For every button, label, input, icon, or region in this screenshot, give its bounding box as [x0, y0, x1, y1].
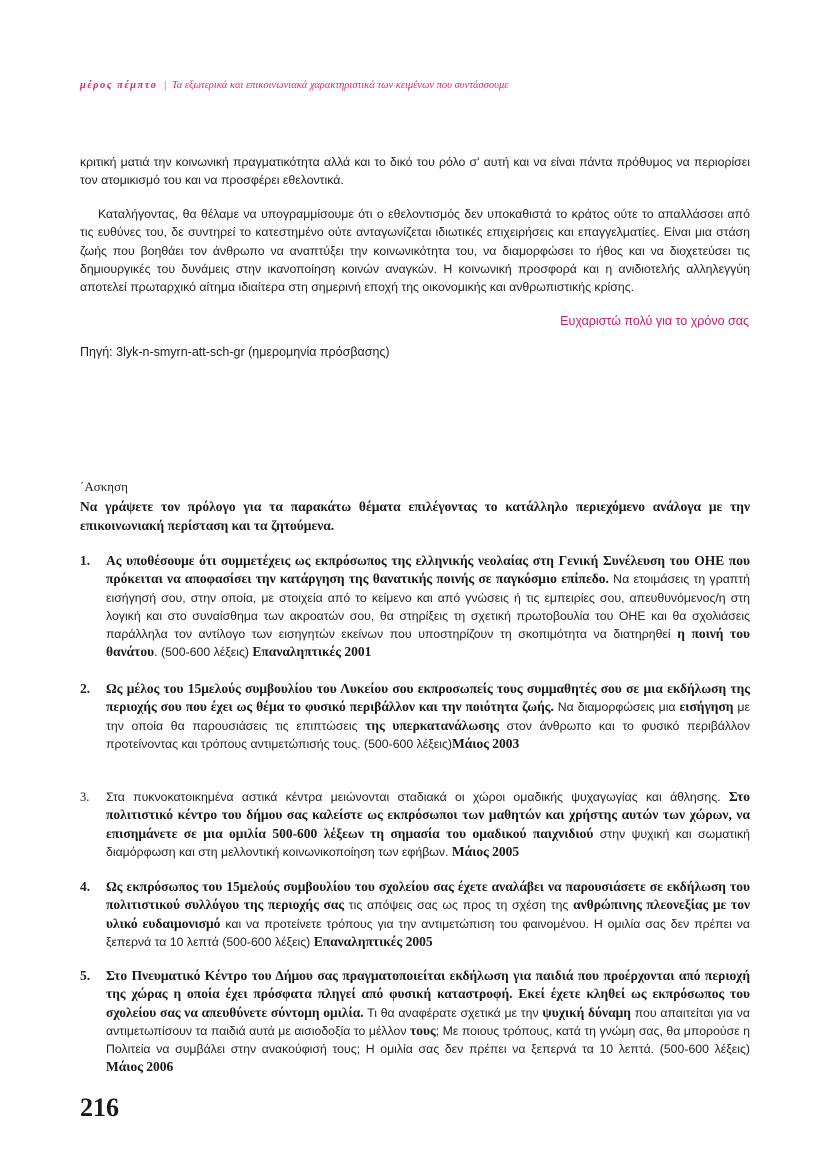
item-exam-date: Μάιος 2006: [106, 1059, 174, 1075]
item-text: με την οποία θα παρουσιάσεις τις επιπτώσεις: [106, 700, 750, 733]
item-number: 4.: [80, 879, 91, 894]
header-title: Τα εξωτερικά και επικοινωνιακά χαρακτηριστικά των κειμένων που συντάσσουμε: [171, 80, 509, 91]
item-bold-text: ψυχική δύναμη: [542, 1004, 631, 1020]
item-text: Στα πυκνοκατοικημένα αστικά κέντρα μειώνονται σταδιακά οι χώροι ομαδικής ψυχαγωγίας και άθλησης.: [106, 790, 729, 804]
item-bold-text: Ως εκπρόσωπος του 15μελούς συμβουλίου του σχολείου σας έχετε αναλάβει να παρουσιάσετε σε εκδήλωση του πολιτιστικού συλλόγου της περιοχής σας: [106, 879, 750, 913]
source-line: Πηγή: 3lyk-n-smyrn-att-sch-gr (ημερομηνία πρόσβασης): [80, 345, 390, 359]
item-exam-date: Μάιος 2003: [452, 735, 520, 751]
item-number: 5.: [80, 968, 91, 983]
item-text: Τι θα αναφέρατε σχετικά με την: [363, 1005, 543, 1020]
item-bold-text: της υπερκατανάλωσης: [365, 717, 499, 733]
paragraph-conclusion: Καταλήγοντας, θα θέλαμε να υπογραμμίσουμε ότι ο εθελοντισμός δεν υποκαθιστά το κράτος ούτε το απαλλάσσει από τις ευθύνες του, δε συντηρεί το κατεστημένο ούτε ανταγωνίζεται ιδιωτικές επιχειρήσεις και επαγγελματίες. Είναι μια στάση ζωής που βοηθάει τον άνθρωπο να αναπτύξει την κοινωνικότητα του, να διαμορφώσει το ήθος και να διοχετεύσει τις δημιουργικές του δυνάμεις στην ικανοποίηση κοινών αναγκών. Η κοινωνική προσφορά και η ανιδιοτελής αλληλεγγύη αποτελεί πρωταρχικό αίτημα ιδιαίτερα στη σημερινή εποχή της οικονομικής και ανθρωπιστικής κρίσης.: [80, 207, 750, 295]
item-exam-date: Μάιος 2005: [451, 843, 520, 859]
item-bold-text: Ας υποθέσουμε ότι συμμετέχεις ως εκπρόσωπος της ελληνικής νεολαίας στη Γενική Συνέλευση του ΟΗΕ που πρόκειται να αποφασίσει την κατάργηση της θανατικής ποινής σε παγκόσμιο επίπεδο.: [106, 553, 750, 587]
exercise-label: ΄Ασκηση: [80, 479, 128, 494]
item-number: 1.: [80, 553, 91, 568]
item-exam-date: Επαναληπτικές 2005: [313, 933, 433, 949]
item-bold-text: εισήγηση: [679, 699, 734, 715]
item-body: [106, 967, 750, 1077]
item-text: ; Με ποιους τρόπους, κατά τη γνώμη σας, θα μπορούσε η Πολιτεία να συμβάλει στην ανακούφισή τους; Η ομιλία σας δεν πρέπει να ξεπερνά τα 10 λεπτά. (500-600 λέξεις): [106, 1023, 750, 1057]
header-part-label: μέρος πέμπτο: [80, 80, 158, 91]
item-number: 3.: [80, 790, 90, 804]
item-bold-text: ανθρώπινης πλεονεξίας με τον υλικό ευδαιμονισμό: [106, 897, 750, 931]
item-bold-text: η ποινή του θανάτου: [106, 626, 750, 660]
item-body: [106, 878, 750, 951]
exercise-item-5: [80, 967, 750, 1077]
paragraph-continuation: κριτική ματιά την κοινωνική πραγματικότητα αλλά και το δικό του ρόλο σ' αυτή και να είναι πάντα πρόθυμος να περιορίσει τον ατομικισμό του και να προσφέρει εθελοντικά.: [80, 155, 750, 188]
exercise-item-4: [80, 878, 750, 951]
exercise-item-3: [80, 788, 750, 861]
item-text: τις απόψεις σας ως προς τη σχέση της: [344, 898, 574, 913]
item-text: στον άνθρωπο και το φυσικό περιβάλλον προτείνοντας και τρόπους αντιμετώπισής τους. (500-600 λέξεις): [106, 718, 750, 751]
item-bold-text: τους: [410, 1022, 436, 1038]
item-text: Να διαμορφώσεις μια: [553, 700, 680, 715]
item-bold-text: Στο Πνευματικό Κέντρο του Δήμου σας πραγματοποιείται εκδήλωση για παιδιά που προέρχονται από περιοχή της χώρας η οποία έχει πρόσφατα πληγεί από φυσική καταστροφή. Εκεί έχετε κληθεί ως εκπρόσωπος του σχολείου σας να απευθύνετε σύντομη ομιλία.: [106, 968, 750, 1020]
item-text: . (500-600 λέξεις): [154, 645, 253, 660]
exercise-intro: Να γράψετε τον πρόλογο για τα παρακάτω θέματα επιλέγοντας το κατάλληλο περιεχόμενο ανάλογα με την επικοινωνιακή περίσταση και τα ζητούμενα.: [80, 499, 750, 533]
item-bold-text: Ως μέλος του 15μελούς συμβουλίου του Λυκείου σου εκπροσωπείς τους συμμαθητές σου σε μια εκδήλωση της περιοχής σου που έχει ως θέμα το φυσικό περιβάλλον και την ποιότητα ζωής.: [106, 681, 750, 715]
page-number: 216: [80, 1093, 119, 1122]
item-body: [106, 680, 750, 753]
item-exam-date: Επαναληπτικές 2001: [252, 644, 372, 660]
item-body: [106, 788, 750, 861]
exercise-item-2: [80, 680, 750, 753]
exercise-item-1: [80, 552, 750, 662]
item-number: 2.: [80, 681, 91, 696]
item-text: Να ετοιμάσεις τη γραπτή εισήγησή σου, στην οποία, με στοιχεία από το κείμενο και από γνώσεις ή τις εμπειρίες σου, απευθυνόμενος/η στη λογική και στο συναίσθημα των ακροατών σου, θα στηρίξεις τη σχετική πρωτοβουλία του ΟΗΕ και θα σχολιάσεις παράλληλα τον αντίλογο των εισηγητών εκείνων που υποστηρίζουν τη σκοπιμότητα να διατηρηθεί: [106, 572, 750, 642]
item-text: στην ψυχική και σωματική διαμόρφωση και στη μελλοντική κοινωνικοποίηση των εφήβων.: [106, 826, 750, 859]
header-separator: |: [164, 80, 167, 91]
closing-line: Ευχαριστώ πολύ για το χρόνο σας: [560, 314, 749, 328]
item-text: που απαιτείται για να αντιμετωπίσουν τα παιδιά αυτά με αισιοδοξία το μέλλον: [106, 1005, 750, 1038]
running-header: [80, 80, 760, 91]
item-body: [106, 552, 750, 662]
item-bold-text: Στο πολιτιστικό κέντρο του δήμου σας καλείστε ως εκπρόσωποι των μαθητών και χρήστης αυτών των χώρων, να επισημάνετε σε μια ομιλία 500-600 λέξεων τη σημασία του ομαδικού παιχνιδιού: [106, 789, 750, 841]
item-text: και να προτείνετε τρόπους για την αντιμετώπιση του φαινομένου. Η ομιλία σας δεν πρέπει να ξεπερνά τα 10 λεπτά (500-600 λέξεις): [106, 916, 750, 949]
